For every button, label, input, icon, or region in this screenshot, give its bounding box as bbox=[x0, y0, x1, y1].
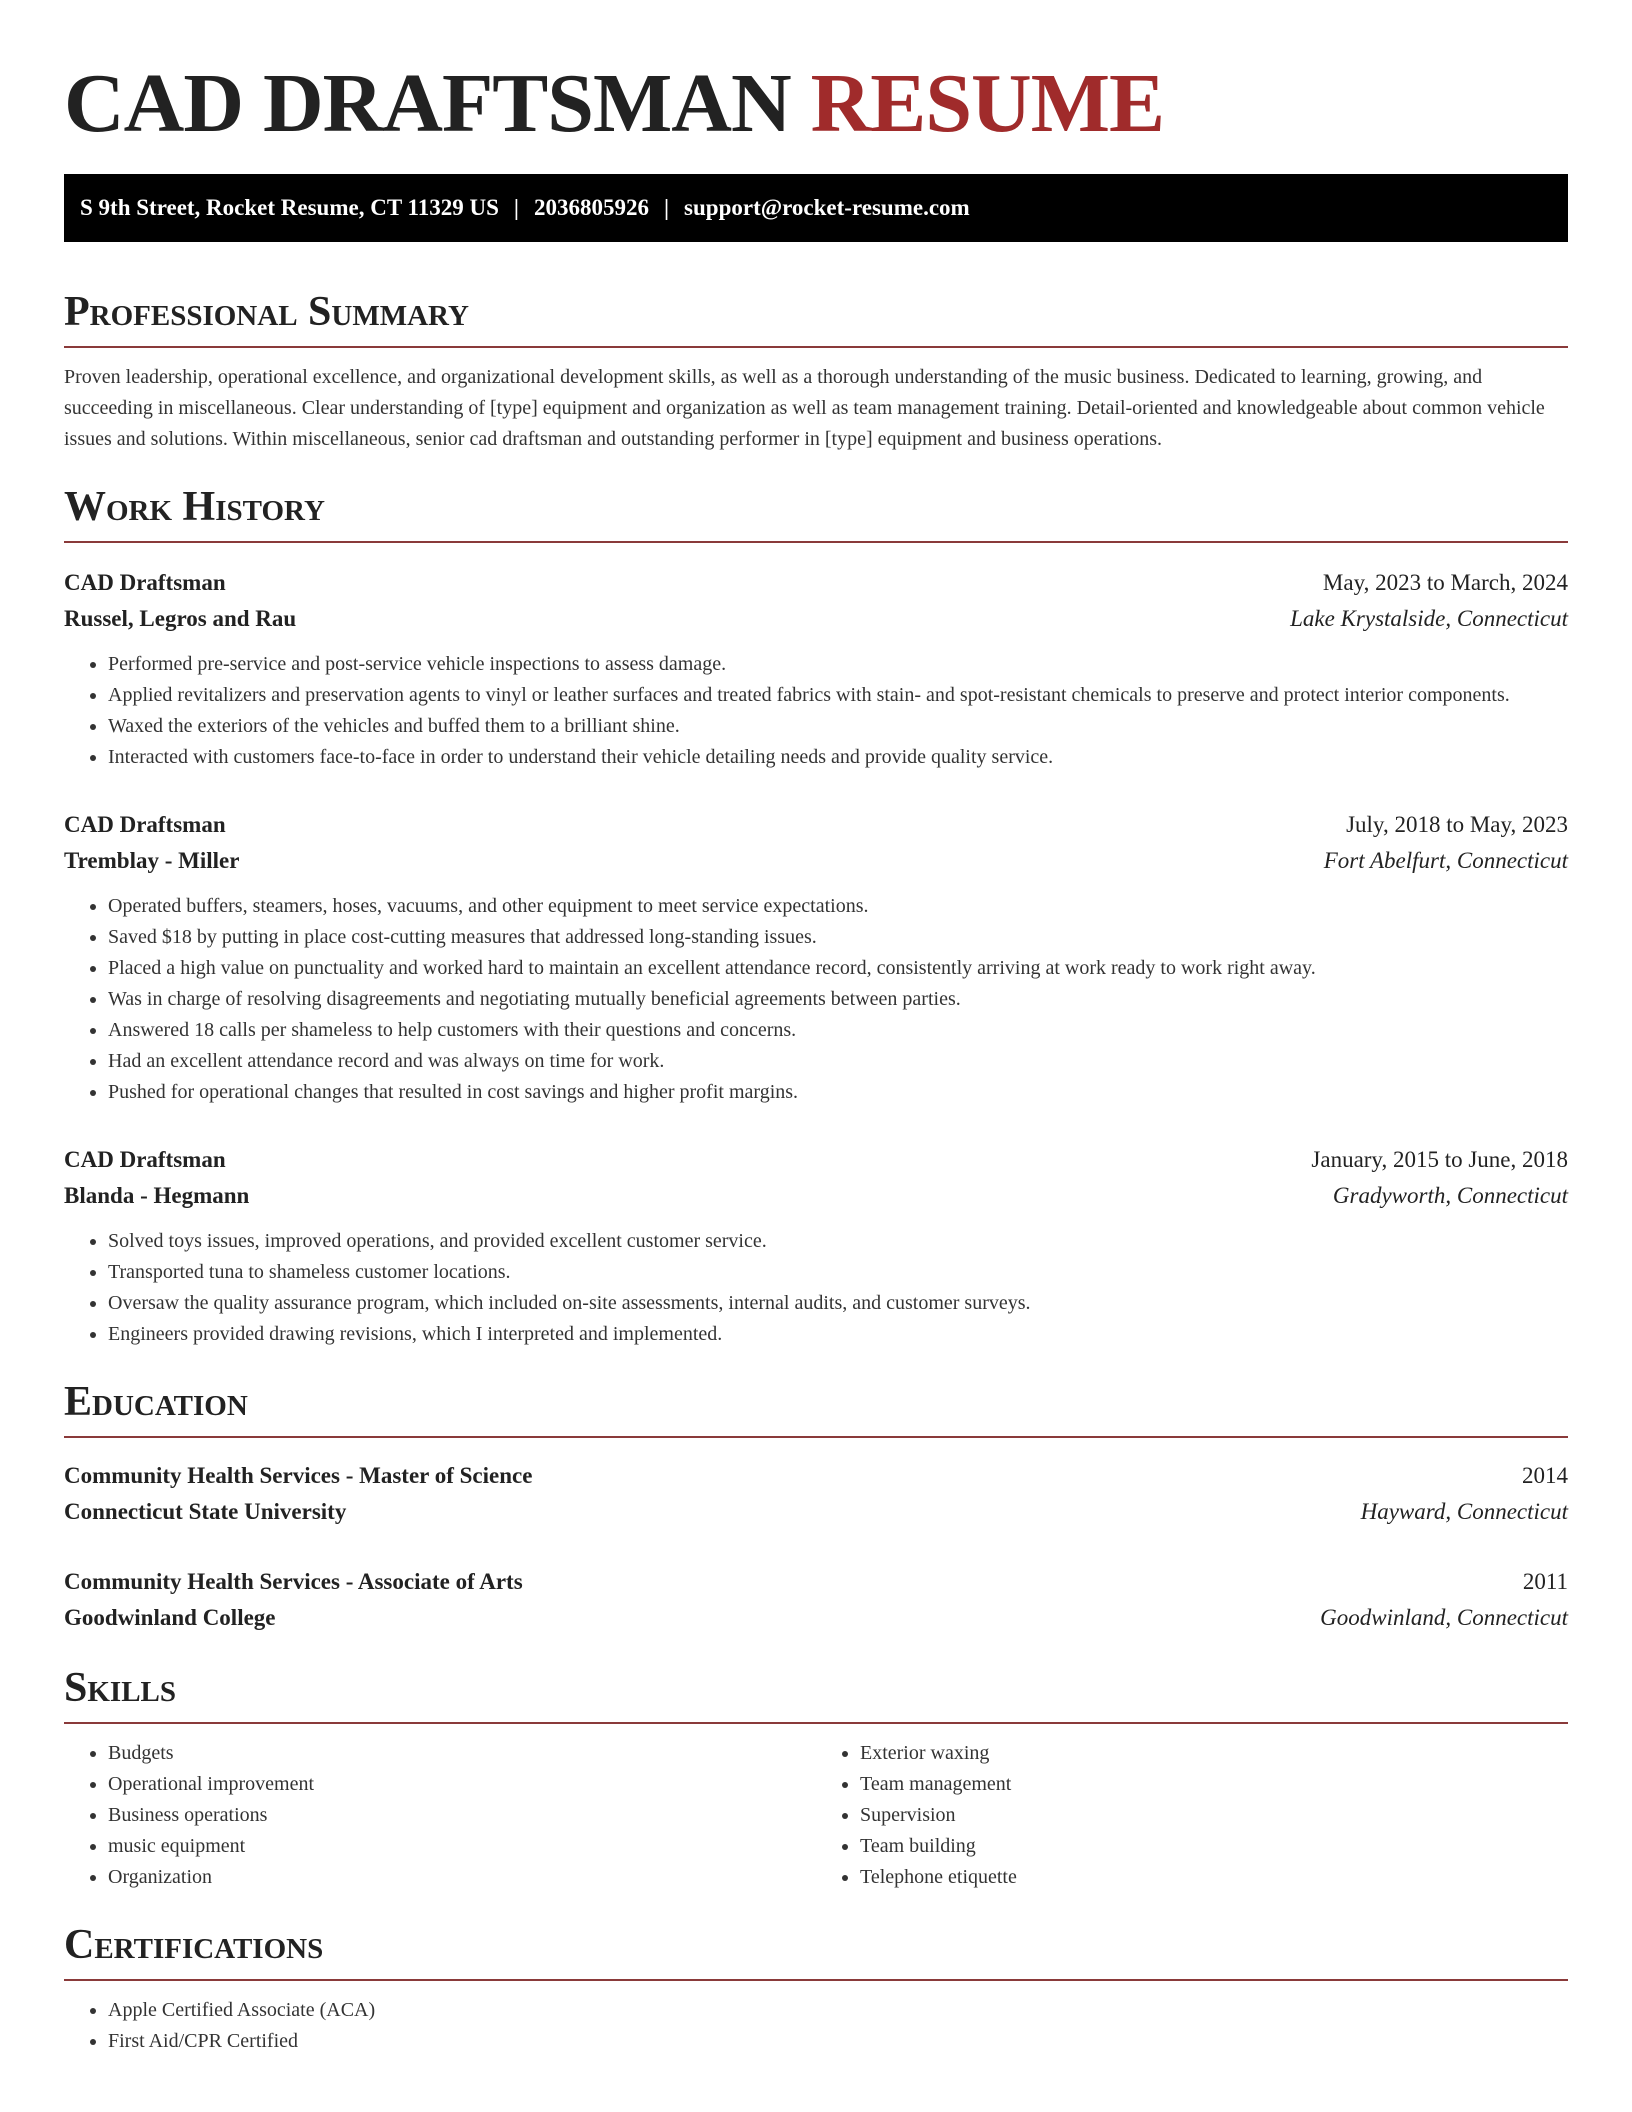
education-year: 2014 bbox=[1522, 1463, 1568, 1488]
education-section bbox=[64, 1378, 1568, 1636]
certifications-list bbox=[64, 1995, 1568, 2057]
resume-title bbox=[64, 0, 1568, 150]
education-school: Goodwinland College bbox=[64, 1605, 276, 1630]
job-bullet: • Interacted with customers face-to-face in order to understand their vehicle detailing needs and provide quality service. bbox=[108, 742, 1568, 773]
job-title-row bbox=[64, 807, 1568, 843]
job-dates: July, 2018 to May, 2023 bbox=[1346, 812, 1568, 837]
job-title-row bbox=[64, 565, 1568, 601]
job-title-row bbox=[64, 1142, 1568, 1178]
job-company-row bbox=[64, 1178, 1568, 1214]
job-entry bbox=[64, 807, 1568, 1108]
job-location: Lake Krystalside, Connecticut bbox=[1290, 606, 1568, 631]
education-school-row bbox=[64, 1600, 1568, 1636]
certifications-heading: Certifications bbox=[64, 1921, 1568, 1981]
skill-item: • Exterior waxing bbox=[860, 1738, 1568, 1769]
work-history-heading: Work History bbox=[64, 483, 1568, 543]
job-bullets bbox=[64, 649, 1568, 773]
skill-item: • music equipment bbox=[108, 1831, 816, 1862]
job-bullet: • Pushed for operational changes that resulted in cost savings and higher profit margins. bbox=[108, 1077, 1568, 1108]
skill-item: • Budgets bbox=[108, 1738, 816, 1769]
job-bullet: • Oversaw the quality assurance program, which included on-site assessments, internal audits, and customer surveys. bbox=[108, 1288, 1568, 1319]
education-heading: Education bbox=[64, 1378, 1568, 1438]
education-degree-row bbox=[64, 1564, 1568, 1600]
summary-text: Proven leadership, operational excellence, and organizational development skills, as well as a thorough understanding of the music business. Dedicated to learning, growing, and succeeding in miscellaneous. Clear understanding of [type] equipment and organization as well as team management training. Detail-oriented and knowledgeable about common vehicle issues and solutions. Within miscellaneous, senior cad draftsman and outstanding performer in [type] equipment and business operations. bbox=[64, 366, 1545, 450]
job-dates: January, 2015 to June, 2018 bbox=[1311, 1147, 1568, 1172]
job-bullet: • Answered 18 calls per shameless to help customers with their questions and concerns. bbox=[108, 1015, 1568, 1046]
job-bullet: • Waxed the exteriors of the vehicles and buffed them to a brilliant shine. bbox=[108, 711, 1568, 742]
job-company: Tremblay - Miller bbox=[64, 848, 240, 873]
skills-heading: Skills bbox=[64, 1664, 1568, 1724]
job-company-row bbox=[64, 843, 1568, 879]
skill-item: • Operational improvement bbox=[108, 1769, 816, 1800]
contact-bar bbox=[64, 174, 1568, 242]
job-bullet: • Engineers provided drawing revisions, which I interpreted and implemented. bbox=[108, 1319, 1568, 1350]
education-degree-row bbox=[64, 1458, 1568, 1494]
education-school: Connecticut State University bbox=[64, 1499, 347, 1524]
skills-columns bbox=[64, 1738, 1568, 1893]
skill-item: • Organization bbox=[108, 1862, 816, 1893]
job-bullets bbox=[64, 891, 1568, 1108]
job-bullet: • Had an excellent attendance record and was always on time for work. bbox=[108, 1046, 1568, 1077]
education-entry bbox=[64, 1458, 1568, 1530]
job-bullets bbox=[64, 1226, 1568, 1350]
education-location: Goodwinland, Connecticut bbox=[1320, 1605, 1568, 1630]
contact-separator: | bbox=[513, 195, 519, 220]
job-bullet: • Solved toys issues, improved operations, and provided excellent customer service. bbox=[108, 1226, 1568, 1257]
job-location: Fort Abelfurt, Connecticut bbox=[1323, 848, 1568, 873]
job-bullet: • Applied revitalizers and preservation agents to vinyl or leather surfaces and treated fabrics with stain- and spot-resistant chemicals to preserve and protect interior components. bbox=[108, 680, 1568, 711]
title-main: CAD DRAFTSMAN bbox=[64, 57, 791, 150]
job-entry bbox=[64, 565, 1568, 773]
title-accent: RESUME bbox=[810, 57, 1165, 150]
job-title: CAD Draftsman bbox=[64, 570, 226, 595]
skill-item: • Business operations bbox=[108, 1800, 816, 1831]
summary-heading: Professional Summary bbox=[64, 288, 1568, 348]
contact-address: S 9th Street, Rocket Resume, CT 11329 US bbox=[80, 195, 499, 220]
work-history-section bbox=[64, 483, 1568, 1350]
job-bullet: • Placed a high value on punctuality and worked hard to maintain an excellent attendance record, consistently arriving at work ready to work right away. bbox=[108, 953, 1568, 984]
job-company-row bbox=[64, 601, 1568, 637]
contact-separator: | bbox=[663, 195, 670, 220]
skill-item: • Team building bbox=[860, 1831, 1568, 1862]
job-bullet: • Saved $18 by putting in place cost-cutting measures that addressed long-standing issues. bbox=[108, 922, 1568, 953]
skills-section bbox=[64, 1664, 1568, 1893]
education-year: 2011 bbox=[1522, 1569, 1568, 1594]
education-degree: Community Health Services - Master of Science bbox=[64, 1463, 533, 1488]
job-location: Gradyworth, Connecticut bbox=[1332, 1183, 1568, 1208]
skill-item: • Supervision bbox=[860, 1800, 1568, 1831]
contact-email[interactable]: support@rocket-resume.com bbox=[684, 195, 970, 220]
skills-list-right bbox=[816, 1738, 1568, 1893]
job-company: Russel, Legros and Rau bbox=[64, 606, 297, 631]
job-bullet: • Transported tuna to shameless customer locations. bbox=[108, 1257, 1568, 1288]
certification-item: • First Aid/CPR Certified bbox=[108, 2026, 1568, 2057]
skill-item: • Telephone etiquette bbox=[860, 1862, 1568, 1893]
contact-phone[interactable]: 2036805926 bbox=[533, 195, 649, 220]
job-bullet: • Operated buffers, steamers, hoses, vacuums, and other equipment to meet service expectations. bbox=[108, 891, 1568, 922]
job-company: Blanda - Hegmann bbox=[64, 1183, 250, 1208]
job-title: CAD Draftsman bbox=[64, 812, 226, 837]
education-entry bbox=[64, 1564, 1568, 1636]
certification-item: • Apple Certified Associate (ACA) bbox=[108, 1995, 1568, 2026]
job-title: CAD Draftsman bbox=[64, 1147, 226, 1172]
summary-section bbox=[64, 288, 1568, 455]
skills-list-left bbox=[64, 1738, 816, 1893]
education-location: Hayward, Connecticut bbox=[1360, 1499, 1568, 1524]
certifications-section bbox=[64, 1921, 1568, 2057]
job-entry bbox=[64, 1142, 1568, 1350]
job-dates: May, 2023 to March, 2024 bbox=[1322, 570, 1568, 595]
job-bullet: • Performed pre-service and post-service vehicle inspections to assess damage. bbox=[108, 649, 1568, 680]
skill-item: • Team management bbox=[860, 1769, 1568, 1800]
job-bullet: • Was in charge of resolving disagreements and negotiating mutually beneficial agreements between parties. bbox=[108, 984, 1568, 1015]
education-school-row bbox=[64, 1494, 1568, 1530]
education-degree: Community Health Services - Associate of Arts bbox=[64, 1569, 523, 1594]
